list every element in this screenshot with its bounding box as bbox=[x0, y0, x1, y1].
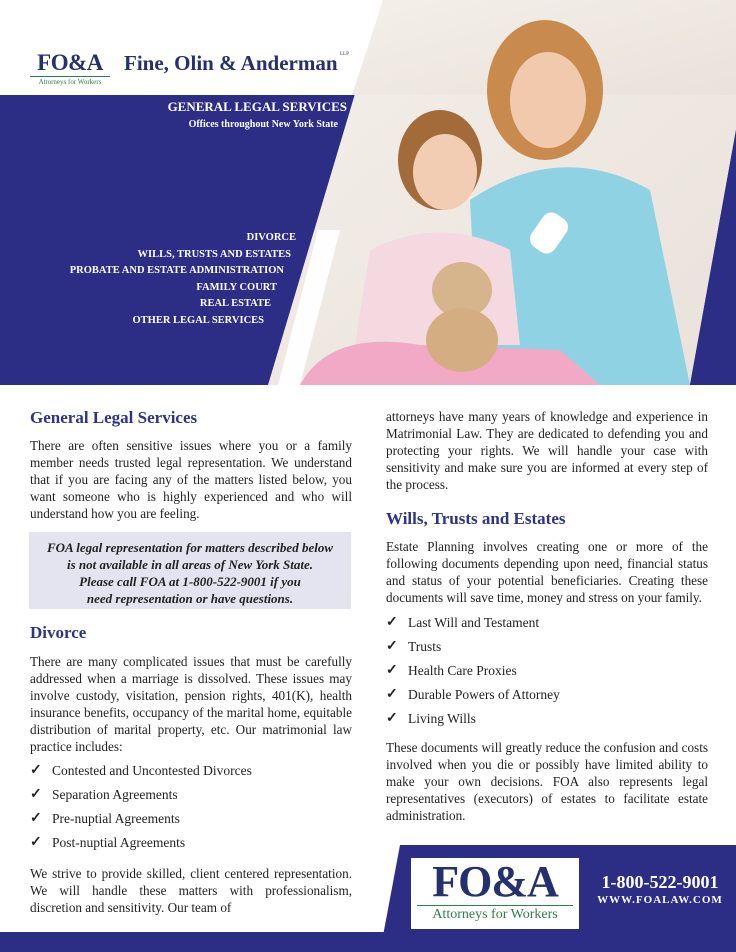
small-logo bbox=[30, 52, 110, 86]
check-icon: ✓ bbox=[30, 811, 42, 826]
header-subtitle: Offices throughout New York State bbox=[188, 119, 338, 130]
general-text: There are often sensitive issues where you or a family member needs trusted legal representation. We understand that if you are facing any of the matters listed below, you want someone who is highly experienced and who will understand how you are feeling. bbox=[30, 438, 352, 521]
list-item: ✓ Pre-nuptial Agreements bbox=[30, 807, 352, 831]
firm-suffix: LLP bbox=[340, 52, 349, 57]
footer-bar bbox=[0, 932, 400, 952]
small-logo-mark: FO&A bbox=[37, 50, 103, 75]
check-icon: ✓ bbox=[386, 711, 398, 726]
service-real-estate: REAL ESTATE bbox=[199, 298, 271, 309]
divorce-section bbox=[30, 623, 352, 916]
general-heading: General Legal Services bbox=[30, 408, 198, 427]
callout-line: Please call FOA at 1-800-522-9001 if you bbox=[79, 574, 301, 589]
teddy-body bbox=[426, 308, 498, 372]
list-item: ✓ Trusts bbox=[386, 635, 708, 659]
list-item: ✓ Post-nuptial Agreements bbox=[30, 831, 352, 855]
continued-text: attorneys have many years of knowledge and experience in Matrimonial Law. They are dedicated to defending you and protecting your rights. We will handle your case with sensitivity and make sure you are informed at every step of the process. bbox=[386, 409, 708, 492]
check-icon: ✓ bbox=[30, 763, 42, 778]
girl-face bbox=[413, 134, 477, 210]
list-item: ✓ Separation Agreements bbox=[30, 783, 352, 807]
callout-text bbox=[29, 532, 351, 607]
check-icon: ✓ bbox=[386, 687, 398, 702]
list-item: ✓ Health Care Proxies bbox=[386, 659, 708, 683]
header-title: GENERAL LEGAL SERVICES bbox=[167, 99, 347, 114]
website-link[interactable]: WWW.FOALAW.COM bbox=[597, 894, 723, 906]
closing-text: We strive to provide skilled, client centered representation. We will handle these matters with professionalism, discretion and sensitivity. Our team of bbox=[30, 866, 352, 915]
list-item: ✓ Last Will and Testament bbox=[386, 611, 708, 635]
firm-name: Fine, Olin & Anderman bbox=[124, 51, 338, 75]
callout-box bbox=[29, 532, 351, 609]
small-logo-tagline: Attorneys for Workers bbox=[30, 76, 110, 86]
check-icon: ✓ bbox=[386, 615, 398, 630]
service-family-court: FAMILY COURT bbox=[196, 282, 277, 293]
check-icon: ✓ bbox=[30, 787, 42, 802]
footer-logo bbox=[411, 858, 579, 929]
check-icon: ✓ bbox=[386, 639, 398, 654]
callout-line: FOA legal representation for matters described below bbox=[47, 540, 333, 555]
phone-number[interactable]: 1-800-522-9001 bbox=[601, 872, 719, 892]
list-item: ✓ Living Wills bbox=[386, 707, 708, 731]
callout-line: is not available in all areas of New York State. bbox=[66, 557, 314, 572]
wills-list bbox=[386, 611, 708, 731]
footer-logo-mark: FO&A bbox=[432, 857, 558, 906]
callout-line: need representation or have questions. bbox=[86, 591, 294, 606]
final-text: These documents will greatly reduce the confusion and costs involved when you die or possibly have limited ability to make your own decisions. FOA also represents legal representatives (executors) of estates to facilitate estate administration. bbox=[386, 740, 708, 823]
header-white-wedge bbox=[0, 0, 736, 95]
service-other: OTHER LEGAL SERVICES bbox=[132, 315, 264, 326]
divorce-text: There are many complicated issues that must be carefully addressed when a marriage is dissolved. These issues may involve custody, visitation, pension rights, 401(K), health insurance benefits, occupancy of the marital home, equitable distribution of marital property, etc. Our matrimonial law practice includes: bbox=[30, 654, 352, 754]
list-item: ✓ Contested and Uncontested Divorces bbox=[30, 759, 352, 783]
service-divorce: DIVORCE bbox=[246, 232, 296, 243]
service-wills: WILLS, TRUSTS AND ESTATES bbox=[137, 249, 291, 260]
divorce-list bbox=[30, 759, 352, 855]
check-icon: ✓ bbox=[386, 663, 398, 678]
check-icon: ✓ bbox=[30, 835, 42, 850]
service-probate: PROBATE AND ESTATE ADMINISTRATION bbox=[69, 265, 284, 276]
left-column bbox=[30, 408, 352, 522]
footer-logo-tagline: Attorneys for Workers bbox=[417, 905, 573, 924]
wills-text: Estate Planning involves creating one or more of the following documents depending upon need, financial status and status of your potential beneficiaries. Creating these documents will save time, money and stress on your family. bbox=[386, 539, 708, 605]
divorce-heading: Divorce bbox=[30, 623, 87, 642]
wills-heading: Wills, Trusts and Estates bbox=[386, 509, 566, 528]
right-column bbox=[386, 408, 708, 824]
list-item: ✓ Durable Powers of Attorney bbox=[386, 683, 708, 707]
